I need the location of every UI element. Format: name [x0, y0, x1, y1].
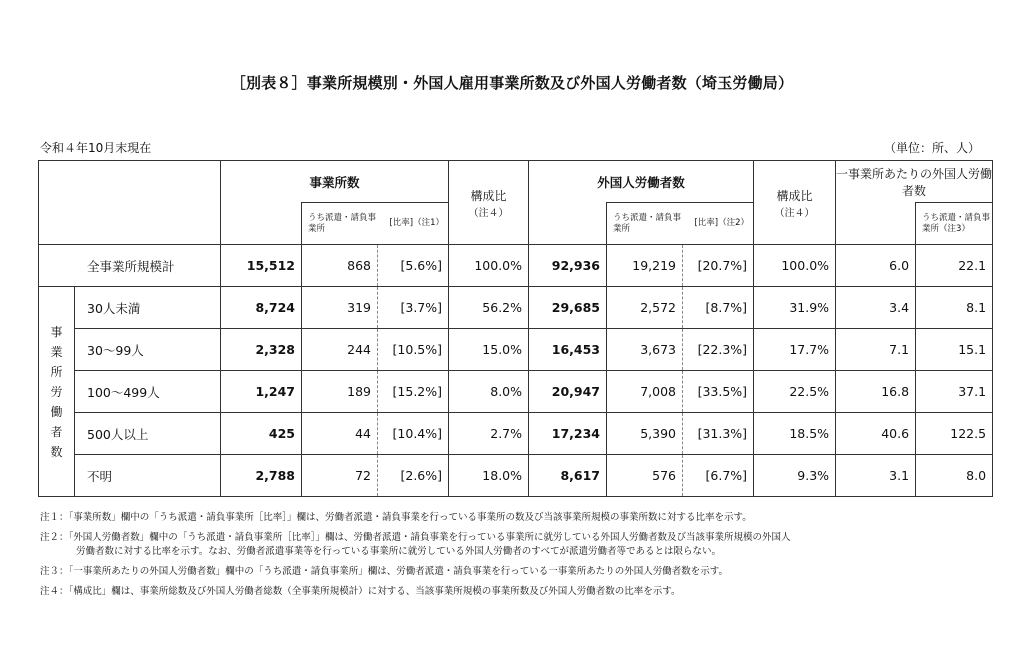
cell-workers-dispatch: 576 [607, 455, 683, 497]
table-row [39, 371, 993, 413]
cell-est-ratio: [10.5%] [378, 329, 449, 371]
cell-est: 1,247 [221, 371, 302, 413]
group-label-char: 労 [50, 384, 63, 399]
cell-workers-comp: 100.0% [754, 245, 836, 287]
row-label: 不明 [75, 455, 221, 497]
cell-per-est-dispatch: 8.0 [916, 455, 993, 497]
cell-est-comp: 18.0% [449, 455, 529, 497]
group-label-char: 事 [50, 324, 63, 339]
cell-per-est-dispatch: 8.1 [916, 287, 993, 329]
composition-label: 構成比 [776, 188, 813, 203]
cell-per-est: 16.8 [836, 371, 916, 413]
cell-workers: 8,617 [529, 455, 607, 497]
cell-per-est: 3.4 [836, 287, 916, 329]
cell-est-dispatch: 44 [302, 413, 378, 455]
cell-est-dispatch: 319 [302, 287, 378, 329]
cell-workers-dispatch: 2,572 [607, 287, 683, 329]
cell-per-est-dispatch: 15.1 [916, 329, 993, 371]
row-label: 全事業所規模計 [39, 245, 221, 287]
cell-workers-dispatch: 7,008 [607, 371, 683, 413]
corner-cell [39, 161, 221, 245]
header-dispatch-est: うち派遣・請負事業所 [302, 203, 378, 245]
cell-est: 15,512 [221, 245, 302, 287]
group-label-char: 数 [50, 444, 63, 459]
cell-est-ratio: [15.2%] [378, 371, 449, 413]
cell-workers: 20,947 [529, 371, 607, 413]
table-row [39, 455, 993, 497]
footnotes [40, 511, 1000, 605]
table-row-total [39, 245, 993, 287]
cell-est: 2,788 [221, 455, 302, 497]
cell-workers: 16,453 [529, 329, 607, 371]
cell-per-est: 6.0 [836, 245, 916, 287]
group-label-char: 者 [50, 424, 63, 439]
cell-per-est-dispatch: 22.1 [916, 245, 993, 287]
cell-workers-comp: 9.3% [754, 455, 836, 497]
cell-est-ratio: [5.6%] [378, 245, 449, 287]
cell-workers-comp: 22.5% [754, 371, 836, 413]
header-dispatch-workers: うち派遣・請負事業所 [607, 203, 683, 245]
cell-workers: 92,936 [529, 245, 607, 287]
group-label-char: 働 [50, 404, 63, 419]
cell-est-dispatch: 244 [302, 329, 378, 371]
note-4: 注４：「構成比」欄は、事業所総数及び外国人労働者総数（全事業所規模計）に対する、当該事業所規模の事業所数及び外国人労働者数の比率を示す。 [40, 586, 681, 597]
group-label-char: 業 [50, 344, 63, 359]
header-composition-est [449, 161, 529, 245]
cell-est-comp: 56.2% [449, 287, 529, 329]
cell-workers-comp: 17.7% [754, 329, 836, 371]
note-2: 注２：「外国人労働者数」欄中の「うち派遣・請負事業所［比率］」欄は、労働者派遣・請負事業を行っている事業所に就労している外国人労働者数及び当該事業所規模の外国人 [40, 532, 791, 543]
header-composition-workers [754, 161, 836, 245]
header-per-establishment: 一事業所あたりの外国人労働者数 [836, 161, 993, 203]
spacer-cell [221, 203, 302, 245]
statistics-table [38, 160, 993, 497]
cell-est-comp: 2.7% [449, 413, 529, 455]
cell-workers-ratio: [8.7%] [683, 287, 754, 329]
cell-est: 8,724 [221, 287, 302, 329]
cell-workers-ratio: [22.3%] [683, 329, 754, 371]
row-label: 30人未満 [75, 287, 221, 329]
header-per-est-dispatch: うち派遣・請負事業所（注3） [916, 203, 993, 245]
cell-est-ratio: [2.6%] [378, 455, 449, 497]
table-row [39, 287, 993, 329]
cell-est-ratio: [10.4%] [378, 413, 449, 455]
spacer-cell [529, 203, 607, 245]
group-label-char: 所 [50, 364, 63, 379]
cell-workers-dispatch: 19,219 [607, 245, 683, 287]
cell-per-est-dispatch: 122.5 [916, 413, 993, 455]
cell-per-est: 40.6 [836, 413, 916, 455]
cell-per-est: 3.1 [836, 455, 916, 497]
cell-workers-ratio: [6.7%] [683, 455, 754, 497]
cell-est-comp: 15.0% [449, 329, 529, 371]
note-3: 注３：「一事業所あたりの外国人労働者数」欄中の「うち派遣・請負事業所」欄は、労働者派遣・請負事業を行っている一事業所あたりの外国人労働者数を示す。 [40, 566, 728, 577]
cell-workers-ratio: [20.7%] [683, 245, 754, 287]
note4-label: （注４） [468, 207, 509, 219]
header-foreign-workers: 外国人労働者数 [529, 161, 754, 203]
cell-workers-ratio: [33.5%] [683, 371, 754, 413]
cell-est: 425 [221, 413, 302, 455]
cell-est-comp: 100.0% [449, 245, 529, 287]
header-establishments: 事業所数 [221, 161, 449, 203]
cell-est-dispatch: 72 [302, 455, 378, 497]
cell-est: 2,328 [221, 329, 302, 371]
composition-label: 構成比 [470, 188, 507, 203]
cell-workers-dispatch: 3,673 [607, 329, 683, 371]
table-row [39, 329, 993, 371]
cell-workers: 29,685 [529, 287, 607, 329]
cell-est-dispatch: 189 [302, 371, 378, 413]
note-1: 注１：「事業所数」欄中の「うち派遣・請負事業所［比率］」欄は、労働者派遣・請負事業を行っている事業所の数及び当該事業所規模の事業所数に対する比率を示す。 [40, 512, 752, 523]
cell-est-dispatch: 868 [302, 245, 378, 287]
row-label: 30～99人 [75, 329, 221, 371]
cell-workers-comp: 18.5% [754, 413, 836, 455]
note4-label: （注４） [774, 207, 815, 219]
spacer-cell [836, 203, 916, 245]
as-of-date: 令和４年10月末現在 [40, 141, 152, 155]
page-title: ［別表８］事業所規模別・外国人雇用事業所数及び外国人労働者数（埼玉労働局） [230, 74, 794, 92]
cell-workers: 17,234 [529, 413, 607, 455]
cell-per-est-dispatch: 37.1 [916, 371, 993, 413]
group-label [39, 287, 75, 497]
cell-workers-ratio: [31.3%] [683, 413, 754, 455]
row-label: 500人以上 [75, 413, 221, 455]
header-ratio-note1: [比率]（注1） [378, 203, 449, 245]
row-label: 100～499人 [75, 371, 221, 413]
table-row [39, 413, 993, 455]
cell-workers-dispatch: 5,390 [607, 413, 683, 455]
header-ratio-note2: [比率]（注2） [683, 203, 754, 245]
cell-workers-comp: 31.9% [754, 287, 836, 329]
cell-per-est: 7.1 [836, 329, 916, 371]
unit-label: （単位：所、人） [883, 141, 980, 155]
note-2-continued: 労働者数に対する比率を示す。なお、労働者派遣事業等を行っている事業所に就労している外国人労働者のすべてが派遣労働者等であるとは限らない。 [76, 546, 722, 557]
cell-est-ratio: [3.7%] [378, 287, 449, 329]
cell-est-comp: 8.0% [449, 371, 529, 413]
